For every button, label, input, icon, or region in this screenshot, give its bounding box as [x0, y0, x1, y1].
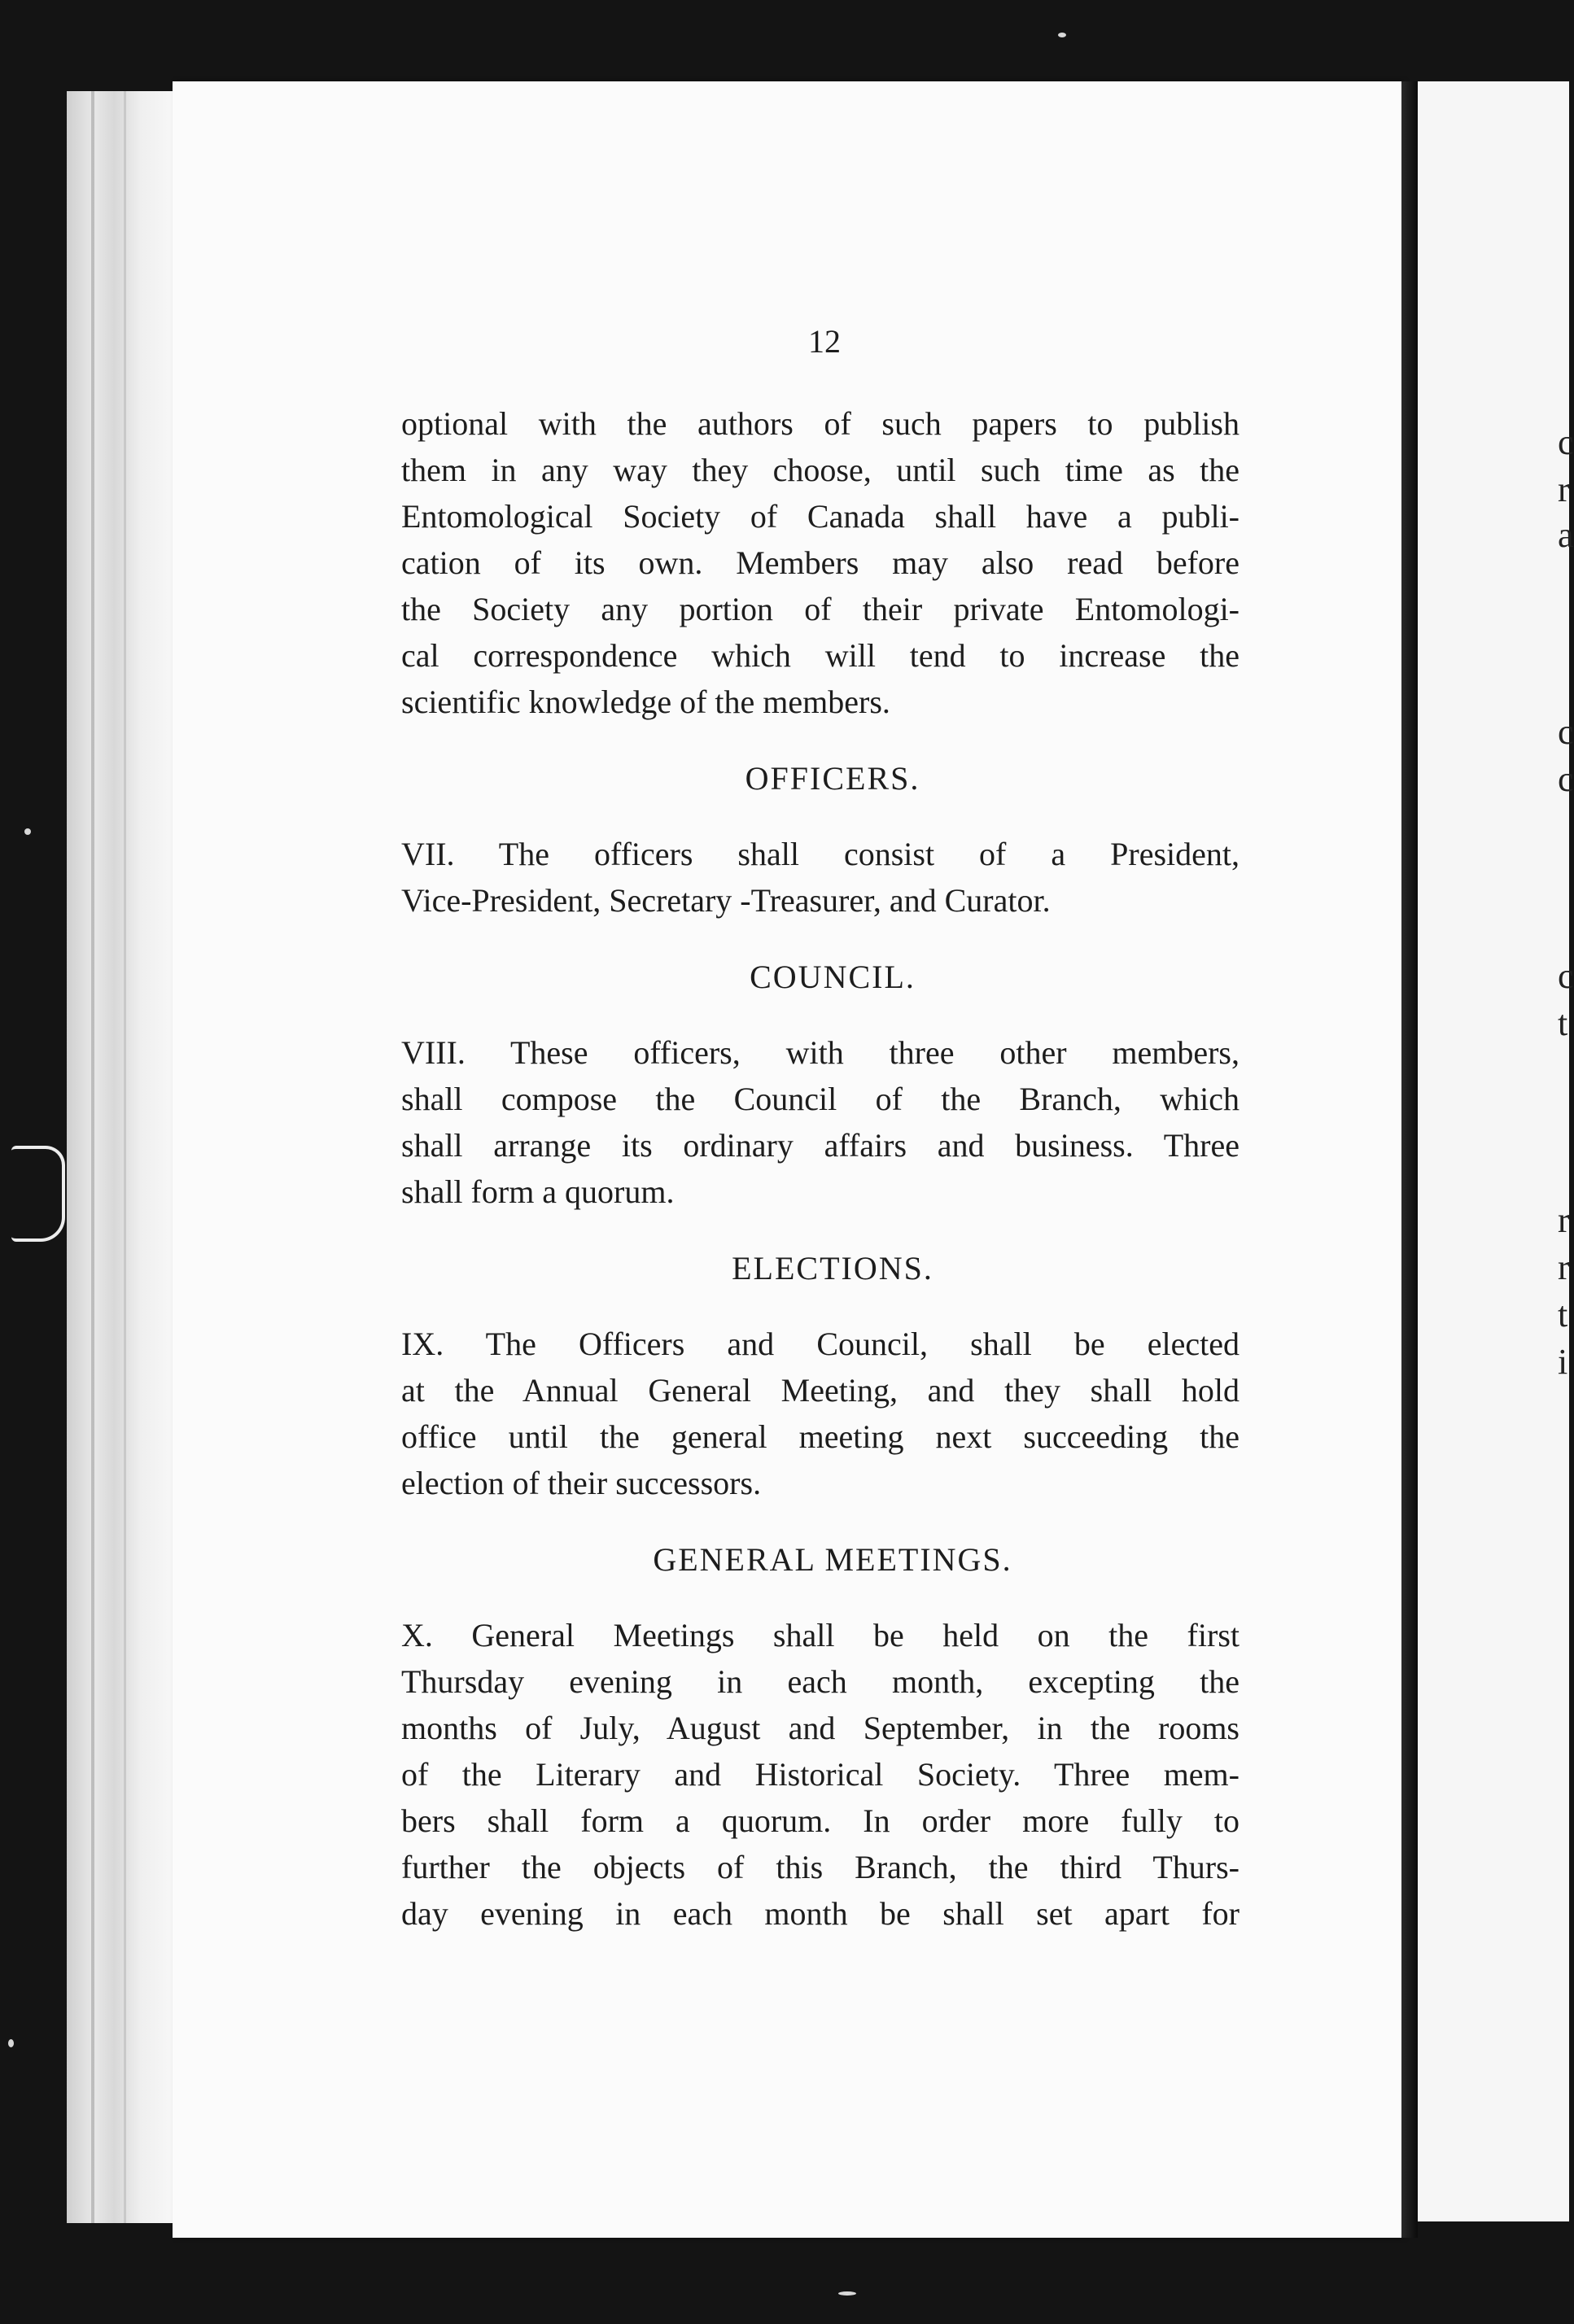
text-line: cation of its own. Members may also read before — [401, 544, 1240, 581]
facing-page-letter: t — [1558, 1003, 1568, 1043]
text-line: cal correspondence which will tend to increase the — [401, 637, 1240, 674]
text-line: optional with the authors of such papers to publish — [401, 405, 1240, 442]
facing-page-letter: c — [1558, 712, 1574, 752]
text-line: shall compose the Council of the Branch, which — [401, 1081, 1240, 1117]
section-paragraph-officers — [401, 831, 1240, 924]
facing-page-letter: r — [1558, 1247, 1570, 1287]
dust-speck — [838, 2291, 856, 2296]
text-line: at the Annual General Meeting, and they shall hold — [401, 1372, 1240, 1409]
text-line: Thursday evening in each month, excepting the — [401, 1663, 1240, 1700]
text-line: months of July, August and September, in the rooms — [401, 1710, 1240, 1746]
facing-page-letter: c — [1558, 956, 1574, 996]
text-line: bers shall form a quorum. In order more fully to — [401, 1802, 1240, 1839]
page-text — [401, 325, 1240, 1937]
text-line: further the objects of this Branch, the third Thurs- — [401, 1849, 1240, 1885]
text-line: VIII. These officers, with three other members, — [401, 1034, 1240, 1071]
stacked-page-edges — [67, 91, 173, 2223]
section-paragraph-elections — [401, 1321, 1240, 1506]
text-line: VII. The officers shall consist of a President, — [401, 836, 1240, 872]
section-heading-officers: OFFICERS. — [745, 760, 920, 797]
section-heading-elections: ELECTIONS. — [732, 1250, 933, 1286]
facing-page-letter: a — [1558, 515, 1574, 555]
text-line: the Society any portion of their private Entomologi- — [401, 591, 1240, 627]
text-line: X. General Meetings shall be held on the first — [401, 1617, 1240, 1653]
facing-page-letter: i — [1558, 1342, 1568, 1382]
facing-page-letter: c — [1558, 422, 1574, 462]
binding-clip-mark — [11, 1146, 65, 1242]
section-heading-general-meetings: GENERAL MEETINGS. — [653, 1541, 1012, 1578]
section-heading-council: COUNCIL. — [750, 959, 916, 995]
text-line: IX. The Officers and Council, shall be elected — [401, 1326, 1240, 1362]
dust-speck — [1058, 33, 1066, 37]
text-line: election of their successors. — [401, 1465, 762, 1501]
dust-speck — [24, 828, 31, 835]
text-line: shall form a quorum. — [401, 1173, 675, 1210]
text-line: of the Literary and Historical Society. Three mem- — [401, 1756, 1240, 1793]
page-gutter — [1401, 81, 1418, 2238]
text-line: Vice-President, Secretary -Treasurer, and Curator. — [401, 882, 1051, 919]
intro-paragraph — [401, 400, 1240, 725]
facing-page-edge — [1418, 81, 1574, 2221]
text-line: scientific knowledge of the members. — [401, 684, 890, 720]
section-paragraph-general-meetings — [401, 1612, 1240, 1937]
text-line: office until the general meeting next succeeding the — [401, 1418, 1240, 1455]
text-line: shall arrange its ordinary affairs and business. Three — [401, 1127, 1240, 1164]
text-line: them in any way they choose, until such time as the — [401, 452, 1240, 488]
dust-speck — [8, 2039, 14, 2047]
facing-page-letter: r — [1558, 1200, 1570, 1240]
facing-page-letter: t — [1558, 1295, 1568, 1335]
section-paragraph-council — [401, 1029, 1240, 1215]
page-number: 12 — [808, 323, 841, 360]
facing-page-letter: c — [1558, 759, 1574, 799]
text-line: day evening in each month be shall set apart for — [401, 1895, 1240, 1932]
text-line: Entomological Society of Canada shall have a publi- — [401, 498, 1240, 535]
facing-page-letter: r — [1558, 470, 1570, 509]
